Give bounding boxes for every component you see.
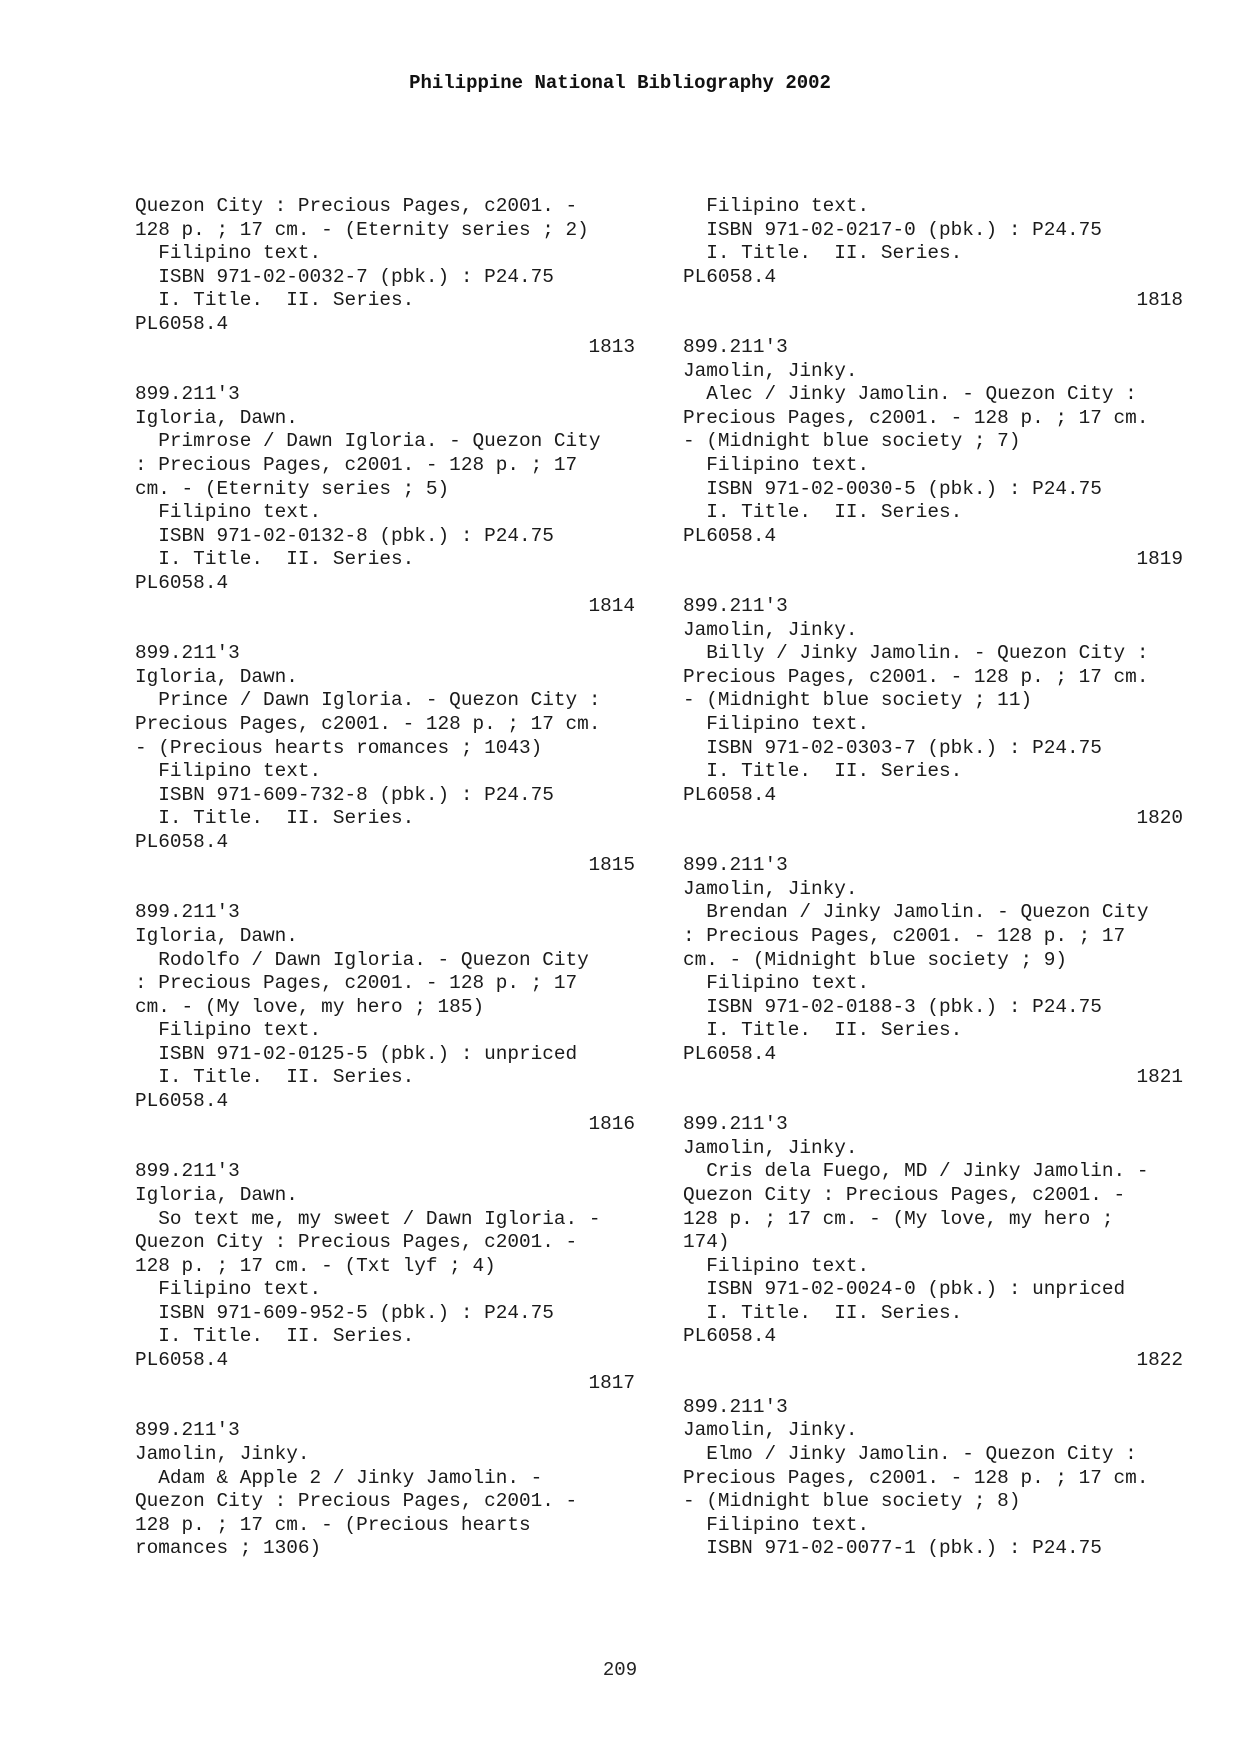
entry-line: Igloria, Dawn. (135, 924, 298, 947)
entry-line: Primrose / Dawn Igloria. - Quezon City (135, 430, 601, 453)
entry-line: : Precious Pages, c2001. - 128 p. ; 17 (135, 972, 578, 995)
entry-line: ISBN 971-02-0132-8 (pbk.) : P24.75 (135, 524, 554, 547)
blank-line (683, 572, 1183, 596)
blank-line (135, 360, 635, 384)
entry-number: 1814 (588, 595, 635, 618)
entry-line: Quezon City : Precious Pages, c2001. - (135, 195, 578, 217)
entry-line: Jamolin, Jinky. (683, 1136, 858, 1159)
entry-number: 1822 (1136, 1348, 1183, 1371)
entry-line: Adam & Apple 2 / Jinky Jamolin. - (135, 1466, 543, 1489)
entry-line: Filipino text. (683, 195, 870, 217)
entry-number: 1817 (588, 1372, 635, 1395)
entry-line: I. Title. II. Series. (683, 760, 963, 783)
entry-line: Jamolin, Jinky. (683, 1419, 858, 1442)
blank-line (683, 1372, 1183, 1396)
entry-line: Filipino text. (135, 760, 322, 783)
entry-line: ISBN 971-02-0217-0 (pbk.) : P24.75 (683, 218, 1102, 241)
entry-line: Filipino text. (135, 242, 322, 265)
entry-line: Alec / Jinky Jamolin. - Quezon City : (683, 383, 1137, 406)
blank-line (135, 878, 635, 902)
entry-line: Filipino text. (135, 1278, 322, 1301)
entry-line: 899.211'3 (683, 1113, 788, 1136)
entry-line: Filipino text. (683, 1254, 870, 1277)
entry-line: PL6058.4 (135, 571, 229, 594)
entry-line: cm. - (My love, my hero ; 185) (135, 995, 485, 1018)
blank-line (135, 619, 635, 643)
entry-line: - (Midnight blue society ; 7) (683, 430, 1021, 453)
entry-line: ISBN 971-02-0024-0 (pbk.) : unpriced (683, 1278, 1126, 1301)
entry-line: I. Title. II. Series. (135, 289, 415, 312)
entry-line: 128 p. ; 17 cm. - (Txt lyf ; 4) (135, 1254, 496, 1277)
entry-line: Elmo / Jinky Jamolin. - Quezon City : (683, 1442, 1137, 1465)
entry-line: 899.211'3 (135, 642, 240, 665)
entry-line: cm. - (Eternity series ; 5) (135, 477, 450, 500)
entry-line: 899.211'3 (683, 336, 788, 359)
blank-line (683, 1090, 1183, 1114)
entry-line: cm. - (Midnight blue society ; 9) (683, 948, 1067, 971)
entry-line: 899.211'3 (683, 595, 788, 618)
entry-line: Precious Pages, c2001. - 128 p. ; 17 cm. (683, 1466, 1149, 1489)
entry-line: Precious Pages, c2001. - 128 p. ; 17 cm. (683, 406, 1149, 429)
entry-line: PL6058.4 (135, 312, 229, 335)
entry-line: PL6058.4 (135, 1348, 229, 1371)
entry-line: I. Title. II. Series. (135, 807, 415, 830)
entry-line: I. Title. II. Series. (683, 1301, 963, 1324)
entry-line: ISBN 971-609-732-8 (pbk.) : P24.75 (135, 783, 554, 806)
entry-line: I. Title. II. Series. (683, 501, 963, 524)
left-column (135, 195, 635, 1561)
entry-line: ISBN 971-02-0030-5 (pbk.) : P24.75 (683, 477, 1102, 500)
entry-line: Jamolin, Jinky. (683, 618, 858, 641)
entry-line: Cris dela Fuego, MD / Jinky Jamolin. - (683, 1160, 1149, 1183)
entry-line: 899.211'3 (135, 383, 240, 406)
entry-line: Billy / Jinky Jamolin. - Quezon City : (683, 642, 1149, 665)
entry-line: Filipino text. (683, 454, 870, 477)
entry-line: Brendan / Jinky Jamolin. - Quezon City (683, 901, 1149, 924)
entry-number: 1813 (588, 336, 635, 359)
entry-line: 899.211'3 (135, 1419, 240, 1442)
entry-line: Jamolin, Jinky. (135, 1442, 310, 1465)
entry-line: PL6058.4 (683, 1325, 777, 1348)
entry-line: PL6058.4 (135, 1089, 229, 1112)
entry-line: 128 p. ; 17 cm. - (My love, my hero ; (683, 1207, 1114, 1230)
entry-line: ISBN 971-609-952-5 (pbk.) : P24.75 (135, 1301, 554, 1324)
entry-line: ISBN 971-02-0032-7 (pbk.) : P24.75 (135, 265, 554, 288)
blank-line (135, 1396, 635, 1420)
entry-line: Jamolin, Jinky. (683, 359, 858, 382)
right-column (683, 195, 1183, 1561)
entry-number: 1816 (588, 1113, 635, 1136)
entry-line: Prince / Dawn Igloria. - Quezon City : (135, 689, 601, 712)
entry-line: I. Title. II. Series. (135, 1325, 415, 1348)
entry-line: ISBN 971-02-0125-5 (pbk.) : unpriced (135, 1042, 578, 1065)
page-title: Philippine National Bibliography 2002 (409, 72, 831, 94)
entry-line: 174) (683, 1231, 730, 1254)
entry-line: ISBN 971-02-0077-1 (pbk.) : P24.75 (683, 1537, 1102, 1560)
blank-line (683, 313, 1183, 337)
entry-line: ISBN 971-02-0303-7 (pbk.) : P24.75 (683, 736, 1102, 759)
entry-line: I. Title. II. Series. (135, 548, 415, 571)
blank-line (683, 831, 1183, 855)
entry-line: Precious Pages, c2001. - 128 p. ; 17 cm. (683, 665, 1149, 688)
page-number: 209 (602, 1659, 638, 1681)
entry-line: PL6058.4 (683, 265, 777, 288)
entry-line: 899.211'3 (683, 854, 788, 877)
entry-number: 1821 (1136, 1066, 1183, 1089)
entry-number: 1820 (1136, 807, 1183, 830)
blank-line (135, 1137, 635, 1161)
entry-line: 128 p. ; 17 cm. - (Eternity series ; 2) (135, 218, 589, 241)
entry-line: : Precious Pages, c2001. - 128 p. ; 17 (135, 454, 578, 477)
entry-line: ISBN 971-02-0188-3 (pbk.) : P24.75 (683, 995, 1102, 1018)
entry-line: Filipino text. (683, 1513, 870, 1536)
entry-line: PL6058.4 (683, 524, 777, 547)
entry-line: Igloria, Dawn. (135, 665, 298, 688)
entry-line: Jamolin, Jinky. (683, 877, 858, 900)
entry-line: 899.211'3 (135, 901, 240, 924)
entry-line: - (Midnight blue society ; 11) (683, 689, 1033, 712)
entry-line: PL6058.4 (135, 830, 229, 853)
entry-line: Igloria, Dawn. (135, 1183, 298, 1206)
entry-line: Precious Pages, c2001. - 128 p. ; 17 cm. (135, 713, 601, 736)
entry-line: romances ; 1306) (135, 1537, 322, 1560)
entry-line: : Precious Pages, c2001. - 128 p. ; 17 (683, 924, 1126, 947)
entry-line: I. Title. II. Series. (135, 1066, 415, 1089)
entry-line: Filipino text. (135, 501, 322, 524)
entry-line: 128 p. ; 17 cm. - (Precious hearts (135, 1513, 531, 1536)
entry-number: 1818 (1136, 289, 1183, 312)
entry-line: Filipino text. (683, 972, 870, 995)
entry-line: So text me, my sweet / Dawn Igloria. - (135, 1207, 601, 1230)
entry-line: - (Midnight blue society ; 8) (683, 1490, 1021, 1513)
entry-number: 1819 (1136, 548, 1183, 571)
entry-line: 899.211'3 (683, 1395, 788, 1418)
entry-line: Igloria, Dawn. (135, 406, 298, 429)
entry-line: Quezon City : Precious Pages, c2001. - (683, 1183, 1126, 1206)
entry-line: I. Title. II. Series. (683, 242, 963, 265)
entry-line: - (Precious hearts romances ; 1043) (135, 736, 543, 759)
entry-line: Filipino text. (135, 1019, 322, 1042)
entry-line: I. Title. II. Series. (683, 1019, 963, 1042)
entry-number: 1815 (588, 854, 635, 877)
entry-line: Rodolfo / Dawn Igloria. - Quezon City (135, 948, 589, 971)
entry-line: Filipino text. (683, 713, 870, 736)
entry-line: Quezon City : Precious Pages, c2001. - (135, 1231, 578, 1254)
entry-line: PL6058.4 (683, 783, 777, 806)
entry-line: PL6058.4 (683, 1042, 777, 1065)
entry-line: 899.211'3 (135, 1160, 240, 1183)
entry-line: Quezon City : Precious Pages, c2001. - (135, 1490, 578, 1513)
